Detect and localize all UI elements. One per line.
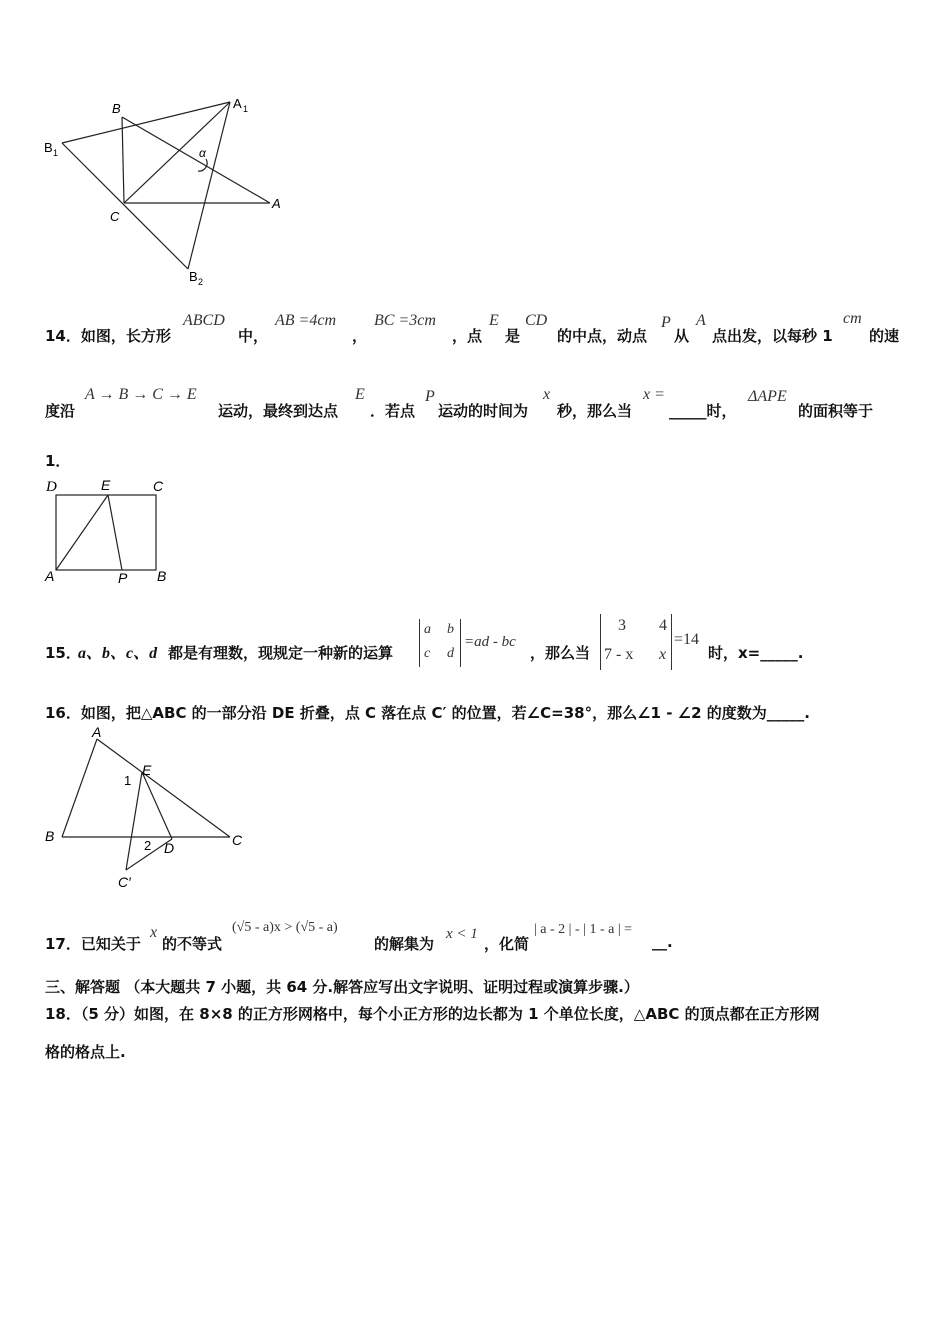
q14-text-comma: ，	[352, 327, 368, 345]
label-b: B	[45, 828, 55, 844]
line-b-a	[122, 117, 270, 203]
label-d: D	[164, 840, 175, 856]
label-b: B	[112, 101, 121, 116]
q14-math-p: P	[661, 314, 671, 331]
label-a1: A	[233, 96, 242, 111]
q14-math-ab: AB =4cm	[275, 312, 336, 329]
q16-text: 16．如图，把△ABC 的一部分沿 DE 折叠，点 C 落在点 C′ 的位置，若∠C=38°，那么∠1 - ∠2 的度数为_____.	[45, 704, 810, 722]
determinant-abcd	[419, 619, 461, 667]
q14-answer-blank[interactable]: _____时，	[669, 402, 737, 420]
q14-text-ruo: ．若点	[370, 402, 416, 420]
figure-q14	[40, 475, 175, 587]
q14-math-cm: cm	[843, 310, 862, 327]
q14-text-desu: 的速	[869, 327, 900, 345]
label-b2-sub: 2	[198, 277, 204, 287]
q14-math-e2: E	[355, 386, 365, 403]
label-p: P	[118, 570, 128, 586]
q15-math-eq14: =14	[674, 631, 700, 648]
line-b1-a1	[62, 102, 230, 143]
label-b1-sub: 1	[53, 148, 59, 158]
q17-math-sol: x < 1	[446, 926, 478, 942]
q14-math-e: E	[489, 312, 499, 329]
label-c: C	[110, 209, 120, 224]
det1-a: a	[424, 622, 431, 637]
q17-math-x: x	[150, 924, 158, 941]
q14-text-num: 14．如图，长方形	[45, 327, 171, 345]
line-b-c	[122, 117, 124, 203]
q14-math-ape: ΔAPE	[748, 388, 787, 405]
det1-b: b	[447, 622, 454, 637]
q14-text-cong: 从	[674, 327, 690, 345]
label-one: 1	[124, 773, 132, 788]
q17-text-ineq: 的不等式	[162, 935, 223, 953]
label-a: A	[45, 568, 55, 584]
figure-q16	[40, 727, 250, 892]
q14-text-one: 1．	[45, 452, 71, 470]
q17-math-ineq: (√5 - a)x > (√5 - a)	[232, 920, 338, 935]
q18-line2: 格的格点上.	[45, 1043, 126, 1061]
line-c-a1	[124, 102, 230, 203]
q14-math-bc: BC =3cm	[374, 312, 436, 329]
q14-text-zhong: 中，	[238, 327, 269, 345]
label-c-prime: C′	[118, 874, 131, 890]
q15-math-rhs: =ad - bc	[464, 634, 516, 650]
label-d: D	[46, 479, 57, 495]
line-b1-b2	[62, 143, 188, 269]
det2-r1c1: 3	[618, 617, 626, 634]
q17-text-simp: ，化简	[484, 935, 530, 953]
q14-math-x: x	[543, 386, 551, 403]
label-alpha: α	[199, 146, 206, 160]
q14-math-abcd: ABCD	[183, 312, 225, 329]
q14-text-shi: 是	[505, 327, 521, 345]
q17-answer-blank[interactable]: __.	[652, 933, 673, 951]
q14-text-dian: ，点	[452, 327, 483, 345]
label-two: 2	[144, 838, 152, 853]
q14-math-xeq: x =	[643, 386, 665, 403]
label-b2: B	[189, 269, 198, 284]
line-a1-b2	[188, 102, 230, 269]
label-a: A	[92, 727, 102, 740]
q15-text-num: 15．	[45, 644, 81, 662]
q14-text-duyan: 度沿	[45, 402, 76, 420]
q17-math-expr: | a - 2 | - | 1 - a | =	[534, 922, 633, 937]
label-e: E	[101, 477, 111, 493]
q14-text-yundong: 运动，最终到达点	[218, 402, 339, 420]
q15-text-def: 都是有理数，现规定一种新的运算	[168, 644, 394, 662]
det1-c: c	[424, 646, 431, 661]
rect-abcd	[56, 495, 156, 570]
q15-math-vars: a、b、c、d	[78, 645, 158, 662]
q14-math-p2: P	[425, 388, 435, 405]
det1-d: d	[447, 646, 454, 661]
q15-answer-blank[interactable]: 时，x=_____.	[708, 644, 804, 662]
label-a: A	[272, 196, 281, 211]
q17-text-sol: 的解集为	[374, 935, 435, 953]
line-e-d	[142, 772, 172, 839]
label-c: C	[153, 478, 164, 494]
section-3-heading: 三、解答题 （本大题共 7 小题，共 64 分.解答应写出文字说明、证明过程或演算步骤.）	[45, 978, 639, 996]
q15-text-when: ，那么当	[530, 644, 591, 662]
det2-r1c2: 4	[659, 617, 667, 634]
line-a-e	[56, 495, 108, 570]
label-b1: B	[44, 140, 53, 155]
q14-text-mid: 的中点，动点	[557, 327, 648, 345]
label-b: B	[157, 568, 167, 584]
q14-math-path: A → B → C → E	[85, 386, 197, 403]
q14-math-cd: CD	[525, 312, 548, 329]
det2-r2c2: x	[659, 646, 667, 663]
determinant-numeric	[600, 614, 672, 670]
q14-text-start: 点出发，以每秒 1	[712, 327, 833, 345]
q14-text-time: 运动的时间为	[438, 402, 529, 420]
q14-math-a: A	[696, 312, 706, 329]
label-e: E	[142, 762, 152, 778]
label-a1-sub: 1	[243, 104, 249, 114]
det2-r2c1: 7 - x	[604, 646, 634, 663]
figure-q13	[40, 95, 300, 290]
line-a-b	[62, 739, 97, 837]
q18-line1: 18．（5 分）如图，在 8×8 的正方形网格中，每个小正方形的边长都为 1 个单位长度，△ABC 的顶点都在正方形网	[45, 1005, 820, 1023]
line-e-p	[108, 495, 122, 570]
q17-text-num: 17．已知关于	[45, 935, 141, 953]
q14-text-sec: 秒，那么当	[557, 402, 633, 420]
line-a-c	[97, 739, 230, 837]
label-c: C	[232, 832, 243, 848]
q14-text-area: 的面积等于	[798, 402, 874, 420]
